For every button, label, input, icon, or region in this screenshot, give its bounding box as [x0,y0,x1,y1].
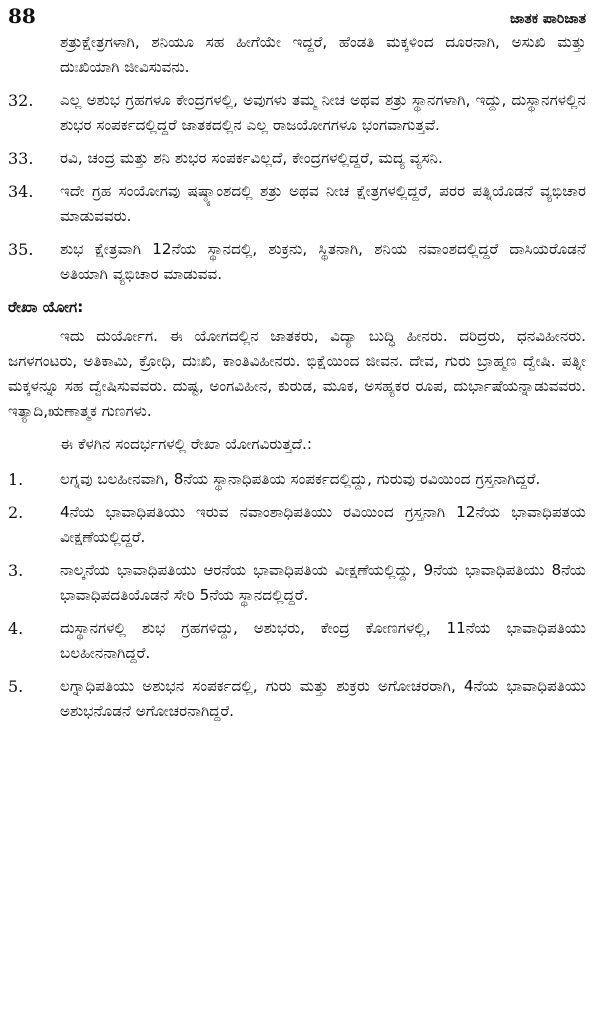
page-header [8,4,586,30]
verse-number: 33. [8,149,34,168]
section-paragraph: ಇದು ದುರ್ಯೋಗ. ಈ ಯೋಗದಲ್ಲಿನ ಜಾತಕರು, ವಿದ್ಯಾ ಬುದ್ಧಿ ಹೀನರು. ದರಿದ್ರರು, ಧನವಿಹೀನರು. ಜಗಳಗಂಟರು, ಅತಿಕಾಮಿ, ಕ್ರೋಧಿ, ದುಃಖಿ, ಕಾಂತಿವಿಹೀನರು. ಭಿಕ್ಷೆಯಿಂದ ಜೀವನ. ದೇವ, ಗುರು ಬ್ರಾಹ್ಮಣ ದ್ವೇಷಿ. ಪತ್ನೀ ಮಕ್ಕಳನ್ನೂ ಸಹ ದ್ವೇಷಿಸುವವರು. ದುಷ್ಟ, ಅಂಗವಿಹೀನ, ಕುರುಡ, ಮೂಕ, ಅಸಹ್ಯಕರ ರೂಪ, ದುರ್ಭಾಷೆಯನ್ನಾಡುವವರು. ಇತ್ಯಾದಿ,ಋಣಾತ್ಮಕ ಗುಣಗಳು. [8,327,586,420]
conditions-intro: ಈ ಕೆಳಗಿನ ಸಂದರ್ಭಗಳಲ್ಲಿ ರೇಖಾ ಯೋಗವಿರುತ್ತದೆ.: [60,435,312,453]
verse-item [8,146,586,171]
page-number: 88 [8,4,36,28]
condition-item [8,616,586,666]
verse-number: 34. [8,182,34,201]
section-heading: ರೇಖಾ ಯೋಗ: [8,298,84,316]
verse-item [8,179,586,229]
verse-item [8,237,586,287]
verse-text: ಎಲ್ಲ ಅಶುಭ ಗ್ರಹಗಳೂ ಕೇಂದ್ರಗಳಲ್ಲಿ, ಅವುಗಳು ತಮ್ಮ ನೀಚ ಅಥವ ಶತ್ರು ಸ್ಥಾನಗಳಾಗಿ, ಇದ್ದು, ದುಸ್ಥಾನಗಳಲ್ಲಿನ ಶುಭರ ಸಂಪರ್ಕದಲ್ಲಿದ್ದರೆ ಜಾತಕದಲ್ಲಿನ ಎಲ್ಲ ರಾಜಯೋಗಗಳೂ ಭಂಗವಾಗುತ್ತವೆ. [60,91,586,134]
condition-text: 4ನೆಯ ಭಾವಾಧಿಪತಿಯು ಇರುವ ನವಾಂಶಾಧಿಪತಿಯು ರವಿಯಿಂದ ಗ್ರಸ್ತನಾಗಿ 12ನೆಯ ಭಾವಾಧಿಪತಯ ವೀಕ್ಷಣೆಯಲ್ಲಿದ್ದರೆ. [60,503,586,546]
verse-number: 35. [8,240,34,259]
condition-item [8,500,586,550]
condition-number: 2. [8,503,24,522]
condition-number: 4. [8,619,24,638]
condition-text: ದುಸ್ಥಾನಗಳಲ್ಲಿ ಶುಭ ಗ್ರಹಗಳಿದ್ದು, ಅಶುಭರು, ಕೇಂದ್ರ ಕೋಣಗಳಲ್ಲಿ, 11ನೆಯ ಭಾವಾಧಿಪತಿಯು ಬಲಹೀನನಾಗಿದ್ದರೆ. [60,619,586,662]
page-body [8,30,586,724]
verse-text: ಶುಭ ಕ್ಷೇತ್ರವಾಗಿ 12ನೆಯ ಸ್ಥಾನದಲ್ಲಿ, ಶುಕ್ರನು, ಸ್ಥಿತನಾಗಿ, ಶನಿಯ ನವಾಂಶದಲ್ಲಿದ್ದರೆ ದಾಸಿಯರೊಡನೆ ಅತಿಯಾಗಿ ವ್ಯಭಿಚಾರ ಮಾಡುವವ. [60,240,586,283]
condition-text: ಲಗ್ನವು ಬಲಹೀನವಾಗಿ, 8ನೆಯ ಸ್ಥಾನಾಧಿಪತಿಯ ಸಂಪರ್ಕದಲ್ಲಿದ್ದು, ಗುರುವು ರವಿಯಿಂದ ಗ್ರಸ್ತನಾಗಿದ್ದರೆ. [60,470,541,488]
running-title: ಜಾತಕ ಪಾರಿಜಾತ [509,11,586,27]
verse-text: ಇದೇ ಗ್ರಹ ಸಂಯೋಗವು ಷಷ್ಠ್ಯಾಂಶದಲ್ಲಿ ಶತ್ರು ಅಥವ ನೀಚ ಕ್ಷೇತ್ರಗಳಲ್ಲಿದ್ದರೆ, ಪರರ ಪತ್ನಿಯೊಡನೆ ವ್ಯಭಿಚಾರ ಮಾಡುವವರು. [60,182,586,225]
condition-item [8,674,586,724]
condition-text: ನಾಲ್ಕನೆಯ ಭಾವಾಧಿಪತಿಯು ಆರನೆಯ ಭಾವಾಧಿಪತಿಯ ವೀಕ್ಷಣೆಯಲ್ಲಿದ್ದು, 9ನೆಯ ಭಾವಾಧಿಪತಿಯು 8ನೆಯ ಭಾವಾಧಿಪದತಿಯೊಡನೆ ಸೇರಿ 5ನೆಯ ಸ್ಥಾನದಲ್ಲಿದ್ದರೆ. [60,561,586,604]
condition-text: ಲಗ್ನಾಧಿಪತಿಯು ಅಶುಭನ ಸಂಪರ್ಕದಲ್ಲಿ, ಗುರು ಮತ್ತು ಶುಕ್ರರು ಅಗೋಚರರಾಗಿ, 4ನೆಯ ಭಾವಾಧಿಪತಿಯು ಅಶುಭನೊಡನೆ ಅಗೋಚರನಾಗಿದ್ದರೆ. [60,677,586,720]
verse-text: ರವಿ, ಚಂದ್ರ ಮತ್ತು ಶನಿ ಶುಭರ ಸಂಪರ್ಕವಿಲ್ಲದೆ, ಕೇಂದ್ರಗಳಲ್ಲಿದ್ದರೆ, ಮದ್ಯ ವ್ಯಸನಿ. [60,149,443,167]
condition-number: 5. [8,677,24,696]
continuation-paragraph: ಶತ್ರುಕ್ಷೇತ್ರಗಳಾಗಿ, ಶನಿಯೂ ಸಹ ಹೀಗೆಯೇ ಇದ್ದರೆ, ಹೆಂಡತಿ ಮಕ್ಕಳಿಂದ ದೂರನಾಗಿ, ಅಸುಖಿ ಮತ್ತು ದುಃಖಿಯಾಗಿ ಜೀವಿಸುವನು. [60,33,586,76]
condition-number: 3. [8,561,24,580]
condition-number: 1. [8,470,24,489]
condition-item [8,467,586,492]
verse-number: 32. [8,91,34,110]
verse-item [8,88,586,138]
condition-item [8,558,586,608]
